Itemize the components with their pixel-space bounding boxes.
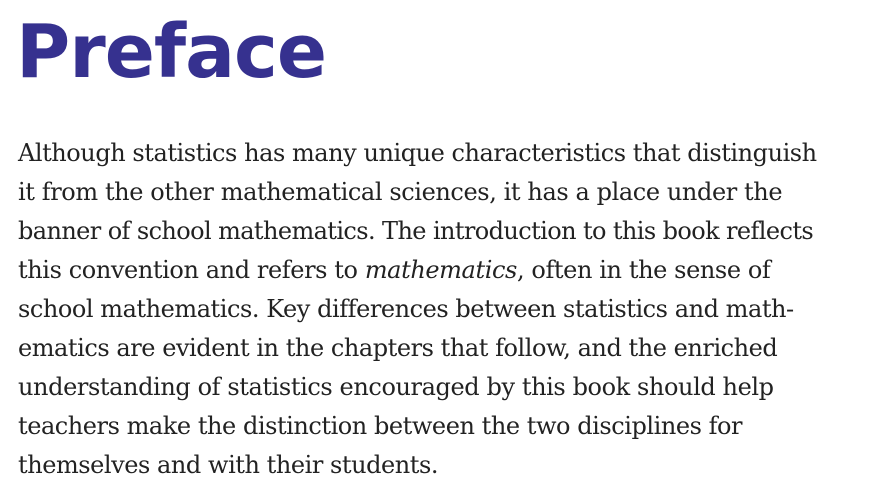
text-run: Although statistics has many unique characteristics that distinguish [18, 139, 817, 167]
paragraph-line [18, 212, 888, 251]
paragraph-line [18, 446, 888, 485]
text-run: this convention and refers to [18, 256, 365, 284]
paragraph-line [18, 290, 888, 329]
paragraph-line [18, 173, 888, 212]
paragraph-line [18, 134, 888, 173]
emphasized-word: mathematics [364, 256, 517, 284]
text-run: themselves and with their students. [18, 451, 439, 479]
text-run: ematics are evident in the chapters that follow, and the enriched [18, 334, 778, 362]
text-run: teachers make the distinction between the two disciplines for [18, 412, 743, 440]
text-run: , often in the sense of [516, 256, 771, 284]
page-title: Preface [16, 9, 327, 95]
text-run: understanding of statistics encouraged by this book should help [18, 373, 774, 401]
paragraph-line [18, 407, 888, 446]
preface-paragraph [18, 134, 888, 485]
paragraph-line [18, 251, 888, 290]
paragraph-line [18, 368, 888, 407]
paragraph-line [18, 329, 888, 368]
text-run: school mathematics. Key differences between statistics and math- [18, 295, 794, 323]
text-run: banner of school mathematics. The introduction to this book reflects [18, 217, 814, 245]
text-run: it from the other mathematical sciences, it has a place under the [18, 178, 783, 206]
